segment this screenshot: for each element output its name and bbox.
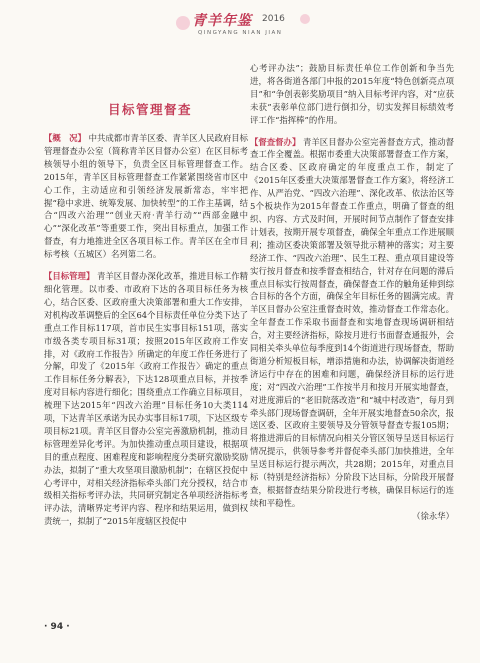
paragraph-continuation [250, 62, 454, 127]
paragraph-overview [44, 132, 248, 261]
paragraph-supervision [250, 136, 454, 523]
section-tag: 【督查督办】 [250, 136, 301, 147]
left-column [44, 132, 248, 537]
flower-decoration-icon [176, 16, 190, 30]
page-number: · 94 · [44, 622, 70, 632]
right-column [250, 62, 454, 532]
yearbook-subtitle: QINGYANG NIAN JIAN [198, 30, 283, 36]
paragraph-text: 青羊区目督办深化改革，推进目标工作精细化管理。以市委、市政府下达的各项目标任务为核心，结合区委、区政府重大决策部署和重大工作安排，对机构改革调整后的全区64个目标责任单位分类下达了重点工作目标117项，首市民生实事目标151项，落实市级各类专项目标31项；按照2015年区政府工作安排，对《政府工作报告》所确定的年度工作任务进行了分解，印发了《2015年〈政府工作报告〉确定的重点工作目标任务分解表》，下达128项重点目标，并按季度对目标内容进行细化；围绕重点工作确立目标项目，梳理下达2015年“四改六治理”目标任务10大类114项，下达青羊区承诺为民办实事目标17项，下达区级专项目标21项。青羊区目督办公室完善激励机制，推动目标管理差异化考评。为加快推动重点项目建设，根据项目的重点程度、困难程度和影响程度分类研究激励奖励办法，拟制了“重大攻坚项目激励机制”；在辖区投促中心考评中，对相关经济指标牵头部门充分授权，结合市级相关指标考评办法，共同研究制定各单项经济指标考评办法，清晰界定考评内容、程序和结果运用，做到权责统一，拟制了“2015年度辖区投促中 [44, 271, 249, 527]
section-tag: 【目标管理】 [44, 271, 95, 282]
section-tag: 【概 况】 [44, 133, 86, 143]
article-title: 目标管理督查 [107, 102, 192, 117]
paragraph-target-management [44, 270, 248, 528]
yearbook-year: 2016 [262, 14, 285, 24]
paragraph-text: 青羊区目督办公室完善督查方式，推动督查工作全覆盖。根据市委重大决策部署督查工作方案，结合区委、区政府确定的年度重点工作，制定了《2015年区委重大决策部署督查工作方案》，将经济工作、从严治党、“四改六治理”、深化改革、依法治区等5个板块作为2015年督查工作重点，明确了督查的组织、内容、方式及时间，开展时间节点制作了督查安排计划表，按期开展专项督查，确保全年重点工作进展顺利；推动区委决策部署及领导批示精神的落实；对主要经济工作、“四改六治理”、民生工程、重点项目建设等实行按月督查和按季督查相结合，针对存在问题的滞后重点目标实行按周督查，确保督查工作的触角延伸到综合目标的各个方面，确保全年目标任务的圆满完成。青羊区目督办公室注重督查时效，推动督查工作常态化。全年督查工作采取书面督查和实地督查现场调研相结合，对主要经济指标，除按月进行书面督查通报外，会同相关牵头单位每季度到14个街道进行现场督查，帮助街道分析短板目标，增添措施和办法，协调解决街道经济运行中存在的困难和问题，确保经济目标的运行进度；对“四改六治理”工作按半月和按月开展实地督查，对进度滞后的“老旧院落改造”和“城中村改造”，每月到牵头部门现场督查调研，全年开展实地督查50余次，报送区委、区政府主要领导及分管领导督查专报105期；将推进滞后的目标情况向相关分管区领导呈送目标运行情况提示，供领导参考并督促牵头部门加快推进，全年呈送目标运行提示两次，共28期；2015年，对重点目标（特别是经济指标）分阶段下达目标，分阶段开展督查，根据督查结果分阶段进行考核，确保目标运行的连续和平稳性。 [250, 136, 455, 508]
flower-decoration-icon [300, 14, 310, 24]
author-credit: （徐永华） [412, 510, 454, 521]
yearbook-title: 青羊年鉴 [192, 13, 252, 29]
paragraph-text: 心考评办法”；鼓励目标责任单位工作创新和争当先进，将各街道各部门申报的2015年度“特色创新亮点项目”和“争创表彰奖励项目”纳入目标考评内容，对“应获未获”表彰单位部门进行倒扣分，切实发挥目标绩效考评工作“指挥棒”的作用。 [250, 63, 454, 125]
paragraph-text: 中共成都市青羊区委、青羊区人民政府目标管理督查办公室（简称青羊区目督办公室）在区目标考核领导小组的领导下，负责全区目标管理督查工作。2015年，青羊区目标管理督查工作紧紧围绕省市区中心工作，主动适应和引领经济发展新常态，牢牢把握“稳中求进、统筹发展、加快转型”的工作主基调，结合“四改六治理”“创业天府·青羊行动”“西部金融中心”“深化改革”等重要工作，突出目标重点，加强工作督查，有力地推进全区各项目标工作。青羊区在全市目标考核（五城区）名列第二名。 [44, 133, 249, 260]
